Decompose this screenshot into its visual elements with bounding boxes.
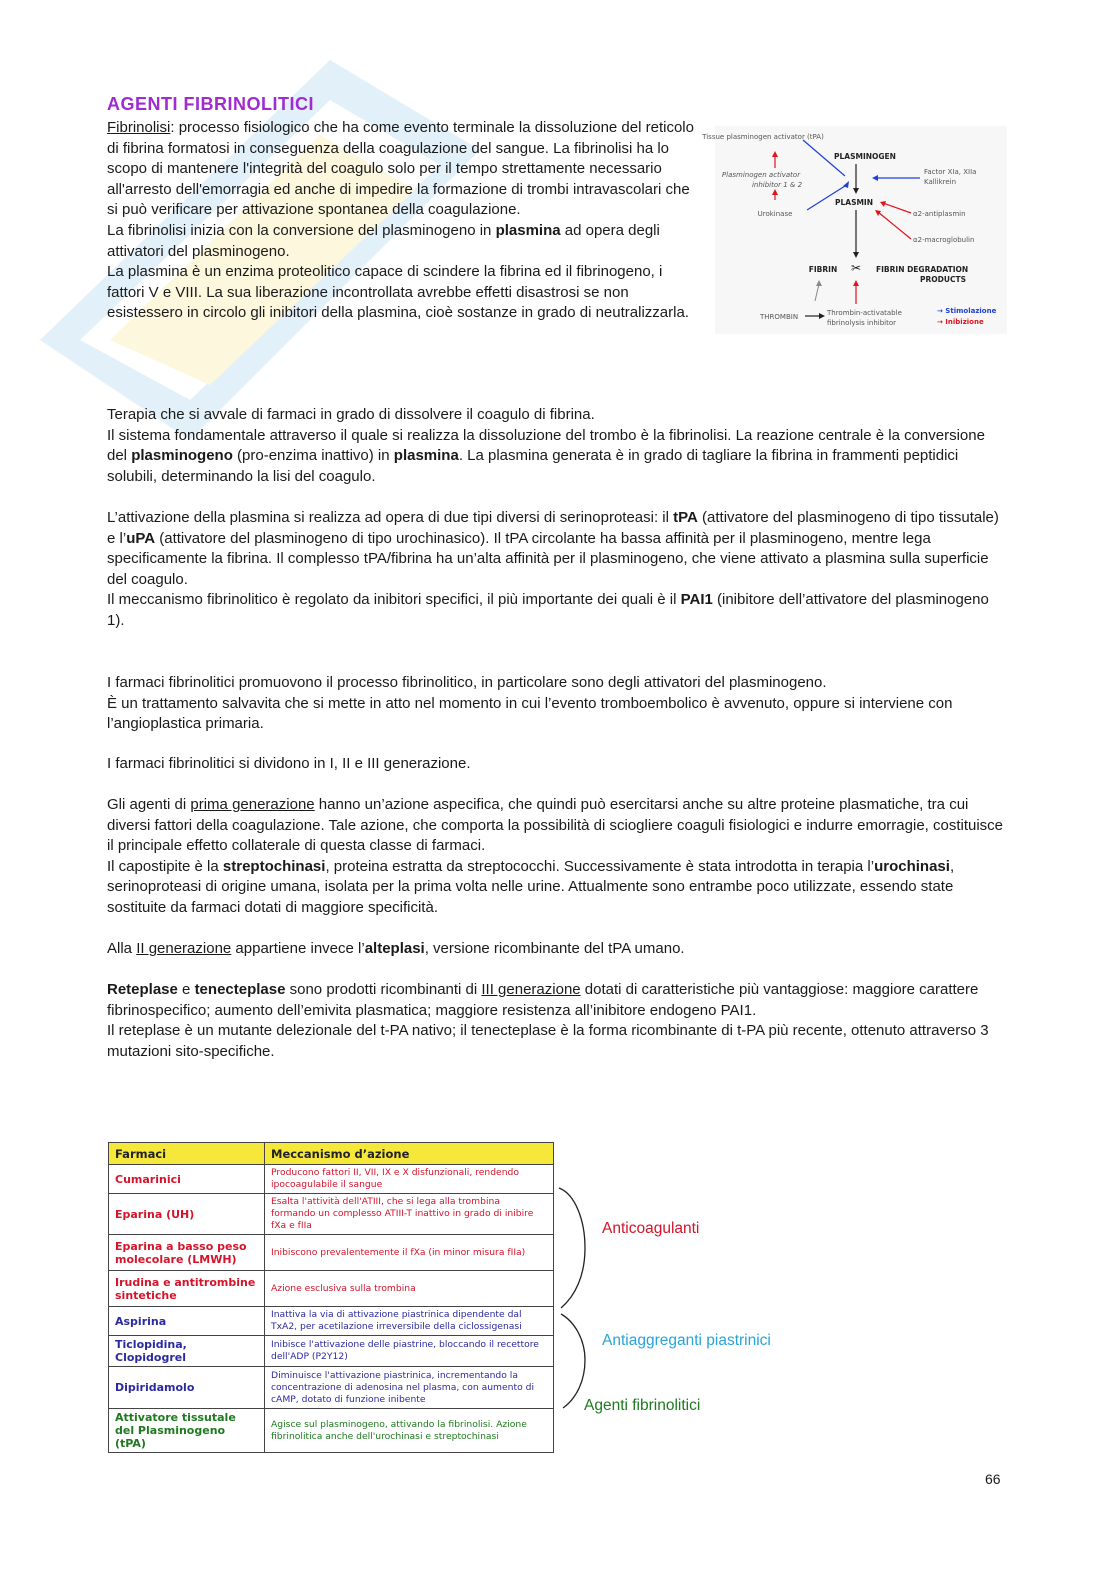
paragraph: [107, 795, 1007, 857]
bold-term: plasmina: [495, 221, 561, 239]
legend-inib: → Inibizione: [937, 318, 984, 326]
antiplasmin-arrow: [883, 203, 911, 213]
fibrinolysis-diagram: [702, 126, 1007, 334]
table-row: [109, 1336, 554, 1367]
arrow-head: [819, 313, 825, 319]
bold-term: alteplasi: [364, 940, 425, 957]
bold-term: uPA: [126, 529, 156, 547]
brace-anticoagulants: [559, 1188, 585, 1308]
bold-term: plasminogeno: [131, 447, 233, 465]
generations-section: [107, 754, 1007, 775]
intro-text: ad opera degli attivatori del plasminogeno.: [107, 221, 660, 260]
intro-paragraph: [107, 118, 697, 221]
second-generation-section: [107, 939, 1007, 960]
drug-mechanism: Diminuisce l'attivazione piastrinica, incrementando la concentrazione di adenosina nel plasma, con aumento di cAMP, dotato di funzione inibente: [265, 1367, 554, 1409]
arrow-head: [853, 280, 859, 286]
text: Il meccanismo fibrinolitico è regolato da inibitori specifici, il più importante dei quali è il: [107, 591, 681, 609]
intro-paragraph-3: La plasmina è un enzima proteolitico capace di scindere la fibrina ed il fibrinogeno, i fattori V e VIII. La sua liberazione incontrollata avrebbe effetti disastrosi se non esistessero in circolo gli inibitori della plasmina, cioè sostanze in grado di neutralizzarla.: [107, 263, 689, 322]
bold-term: tenecteplase: [194, 981, 286, 998]
text: , serinoproteasi di origine umana, isolata per la prima volta nelle urine. Attualmente sono entrambe poco utilizzate, essendo state sostituite da farmaci dotati di maggiore specificità.: [107, 857, 955, 916]
bold-term: plasmina: [393, 447, 459, 465]
fdp-label-2: PRODUCTS: [920, 275, 966, 284]
text: , proteina estratta da streptococchi. Successivamente è stata introdotta in terapia l’: [325, 857, 875, 875]
text: hanno un’azione aspecifica, che quindi può esercitarsi anche su altre proteine plasmatiche, tra cui diversi fattori della coagulazione. Tale azione, che comporta la possibilità di sciogliere coaguli fisiologici e indurre emorragie, costituisce il principale effetto collaterale di questa classe di farmaci.: [107, 796, 1004, 855]
tafi-label-1: Thrombin-activatable: [827, 309, 902, 317]
category-anticoagulants: Anticoagulanti: [602, 1220, 700, 1237]
table-row: [109, 1165, 554, 1194]
paragraph: [107, 426, 1007, 488]
drug-name: Ticlopidina, Clopidogrel: [109, 1336, 265, 1367]
paragraph: Il reteplase è un mutante delezionale del t-PA nativo; il tenecteplase è la forma ricombinante di t-PA più recente, ottenuto attraverso 3 mutazioni sito-specifiche.: [107, 1022, 989, 1060]
fibrin-label: FIBRIN: [808, 265, 838, 274]
paragraph: [107, 590, 1007, 631]
legend-stim: → Stimolazione: [937, 307, 997, 315]
text: Il capostipite è la: [107, 857, 223, 875]
paragraph: [107, 857, 1007, 919]
text: dotati di caratteristiche più vantaggiose: maggiore carattere fibrinospecifico; aumento dell’emivita plasmatica; maggiore resistenza all’inibitore endogeno PAI1.: [107, 981, 979, 1019]
text: (pro-enzima inattivo) in: [232, 447, 394, 465]
paragraph: [107, 939, 1007, 960]
drug-name: Eparina a basso peso molecolare (LMWH): [109, 1235, 265, 1271]
intro-text: La fibrinolisi inizia con la conversione del plasminogeno in: [107, 221, 496, 239]
drug-name: Attivatore tissutale del Plasminogeno (tPA): [109, 1409, 265, 1453]
drug-mechanism: Esalta l'attività dell'ATIII, che si lega alla trombina formando un complesso ATIII-T inattivo in grado di inibire fXa e fIIa: [265, 1194, 554, 1235]
bold-term: Reteplase: [107, 981, 178, 998]
drug-name: Dipiridamolo: [109, 1367, 265, 1409]
scissors-icon: ✂: [850, 261, 862, 275]
bold-term: PAI1: [680, 591, 713, 609]
drug-mechanism: Inibisce l'attivazione delle piastrine, bloccando il recettore dell'ADP (P2Y12): [265, 1336, 554, 1367]
fibrinolisi-term: Fibrinolisi: [107, 119, 171, 136]
fdp-label-1: FIBRIN DEGRADATION: [876, 265, 969, 274]
bold-term: tPA: [673, 509, 698, 526]
category-fibrinolytics: Agenti fibrinolitici: [584, 1397, 701, 1414]
pai-label-2: inhibitor 1 & 2: [751, 181, 803, 189]
underlined-term: III generazione: [481, 981, 581, 998]
thrombin-label: THROMBIN: [760, 313, 799, 321]
table-row: [109, 1307, 554, 1336]
drug-mechanism: Agisce sul plasminogeno, attivando la fibrinolisi. Azione fibrinolitica anche dell'urochinasi e streptochinasi: [265, 1409, 554, 1453]
arrow-head: [772, 189, 778, 195]
page-number: 66: [985, 1471, 1001, 1487]
paragraph: [107, 980, 1007, 1021]
text: e: [177, 981, 195, 998]
table-row: [109, 1194, 554, 1235]
drug-name: Cumarinici: [109, 1165, 265, 1194]
drug-name: Irudina e antitrombine sintetiche: [109, 1271, 265, 1307]
text: L’attivazione della plasmina si realizza ad opera di due tipi diversi di serinoproteasi: il: [107, 509, 674, 526]
paragraph: I farmaci fibrinolitici promuovono il processo fibrinolitico, in particolare sono degli attivatori del plasminogeno.: [107, 674, 827, 691]
drug-mechanism: Producono fattori II, VII, IX e X disfunzionali, rendendo ipocoagulabile il sangue: [265, 1165, 554, 1194]
bold-term: urochinasi: [874, 857, 950, 875]
drugs-intro-section: [107, 673, 1007, 735]
drug-name: Aspirina: [109, 1307, 265, 1336]
underlined-term: prima generazione: [190, 796, 315, 813]
text: (attivatore del plasminogeno di tipo tissutale) e l’: [107, 509, 999, 547]
plasmin-label: PLASMIN: [834, 198, 874, 207]
drug-name: Eparina (UH): [109, 1194, 265, 1235]
first-generation-section: [107, 795, 1007, 919]
text: Alla: [107, 940, 137, 957]
plasminogen-label: PLASMINOGEN: [834, 152, 896, 161]
factor-label-1: Factor XIa, XIIa: [924, 168, 977, 176]
bold-term: streptochinasi: [222, 857, 326, 875]
paragraph: È un trattamento salvavita che si mette in atto nel momento in cui l’evento tromboembolico è avvenuto, oppure si interviene con l’angioplastica primaria.: [107, 694, 953, 733]
activation-section: [107, 508, 1007, 632]
paragraph: I farmaci fibrinolitici si dividono in I, II e III generazione.: [107, 755, 471, 772]
table-row: [109, 1271, 554, 1307]
thrombin-arrow: [815, 284, 819, 301]
underlined-term: II generazione: [136, 940, 232, 957]
drugs-table: [108, 1142, 554, 1453]
text: (inibitore dell’attivatore del plasminogeno 1).: [107, 591, 989, 629]
text: Gli agenti di: [107, 796, 191, 813]
arrow-head: [872, 175, 878, 181]
text: , versione ricombinante del tPA umano.: [424, 940, 685, 957]
intro-section: [107, 118, 697, 324]
table-row: [109, 1409, 554, 1453]
macroglobulin-arrow: [878, 212, 911, 239]
table-row: [109, 1367, 554, 1409]
category-braces: [555, 1180, 595, 1420]
drug-mechanism: Inattiva la via di attivazione piastrinica dipendente dal TxA2, per acetilazione irreversibile della ciclossigenasi: [265, 1307, 554, 1336]
column-header: Farmaci: [109, 1143, 265, 1165]
drug-mechanism: Inibiscono prevalentemente il fXa (in minor misura fIIa): [265, 1235, 554, 1271]
text: (attivatore del plasminogeno di tipo urochinasico). Il tPA circolante ha bassa affinità per il plasminogeno, mentre lega specificamente la fibrina. Il complesso tPA/fibrina ha un’alta affinità per il plasminogeno, che viene attivato a plasmina sulla superficie del coagulo.: [107, 529, 989, 588]
page-title: AGENTI FIBRINOLITICI: [107, 94, 314, 114]
text: Il sistema fondamentale attraverso il quale si realizza la dissoluzione del trombo è la fibrinolisi. La reazione centrale è la conversione del: [107, 426, 985, 465]
pai-label-1: Plasminogen activator: [721, 171, 801, 179]
paragraph: [107, 508, 1007, 590]
third-generation-section: [107, 980, 1007, 1062]
brace-antiplatelets: [561, 1314, 585, 1408]
category-antiplatelets: Antiaggreganti piastrinici: [602, 1332, 771, 1349]
arrow-head: [772, 151, 778, 157]
intro-paragraph-2: [107, 221, 697, 262]
text: . La plasmina generata è in grado di tagliare la fibrina in frammenti peptidici solubili, determinando la lisi del coagulo.: [107, 447, 959, 485]
table-row: [109, 1235, 554, 1271]
arrow-head: [816, 280, 822, 286]
tpa-label: Tissue plasminogen activator (tPA): [702, 133, 824, 141]
text: appartiene invece l’: [231, 940, 365, 957]
column-header: Meccanismo d’azione: [265, 1143, 554, 1165]
arrow-head: [853, 252, 859, 258]
paragraph: Terapia che si avvale di farmaci in grado di dissolvere il coagulo di fibrina.: [107, 406, 595, 423]
text: sono prodotti ricombinanti di: [285, 981, 482, 998]
table-header-row: [109, 1143, 554, 1165]
therapy-section: [107, 405, 1007, 487]
intro-text: : processo fisiologico che ha come evento terminale la dissoluzione del reticolo di fibrina formatosi in conseguenza della coagulazione del sangue. La fibrinolisi ha lo scopo di mantenere l'integrità del coagulo solo per il tempo strettamente necessario all'arresto dell'emorragia ed anche di impedire la formazione di trombi intravascolari che si può verificare per attivazione spontanea della coagulazione.: [107, 119, 694, 219]
antiplasmin-label: α2-antiplasmin: [913, 210, 966, 218]
tafi-label-2: fibrinolysis inhibitor: [827, 319, 897, 327]
drug-mechanism: Azione esclusiva sulla trombina: [265, 1271, 554, 1307]
arrow-head: [853, 188, 859, 194]
factor-label-2: Kallikrein: [924, 178, 957, 186]
macroglobulin-label: α2-macroglobulin: [913, 236, 975, 244]
urokinase-label: Urokinase: [757, 210, 793, 218]
